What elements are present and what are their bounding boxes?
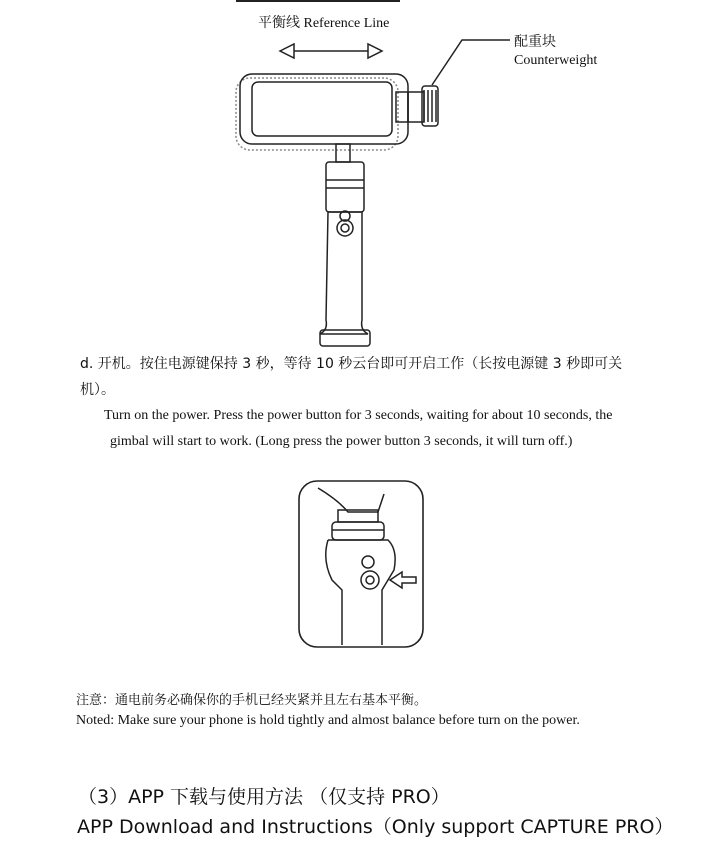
- note-chinese: 注意：通电前务必确保你的手机已经夹紧并且左右基本平衡。: [76, 693, 428, 708]
- power-button: [337, 220, 353, 236]
- reference-line-label: 平衡线 Reference Line: [258, 16, 390, 31]
- phone-tilt-ghost: [236, 78, 398, 150]
- step-d-english: [104, 403, 644, 455]
- section-heading-english: APP Download and Instructions（Only support CAPTURE PRO）: [77, 816, 674, 838]
- motor-housing: [326, 162, 364, 212]
- step-d-chinese: d. 开机。按住电源键保持 3 秒，等待 10 秒云台即可开启工作（长按电源键 3 秒即可关机）。: [80, 356, 623, 398]
- step-d-english-line-2: gimbal will start to work. (Long press the power button 3 seconds, it will turn off.): [110, 434, 573, 449]
- handle-base: [320, 330, 370, 346]
- closeup-frame: [299, 481, 423, 647]
- phone-screen: [252, 82, 392, 136]
- double-arrow-icon: [280, 44, 382, 58]
- power-button-closeup-illustration: [298, 480, 424, 650]
- section-heading-chinese: （3）APP 下载与使用方法 （仅支持 PRO）: [78, 786, 450, 808]
- counterweight-label-cn: 配重块: [514, 35, 556, 50]
- gimbal-shaft: [336, 144, 350, 162]
- counterweight-leader-line: [432, 40, 510, 85]
- gimbal-balance-illustration: [210, 30, 510, 348]
- counterweight-label-en: Counterweight: [514, 53, 598, 68]
- note-english: Noted: Make sure your phone is hold tightly and almost balance before turn on the power.: [76, 713, 580, 728]
- phone-clamp: [240, 74, 408, 144]
- gimbal-handle: [320, 212, 368, 334]
- step-d-english-line-1: Turn on the power. Press the power button for 3 seconds, waiting for about 10 seconds, the: [104, 408, 613, 423]
- top-divider: [236, 0, 400, 2]
